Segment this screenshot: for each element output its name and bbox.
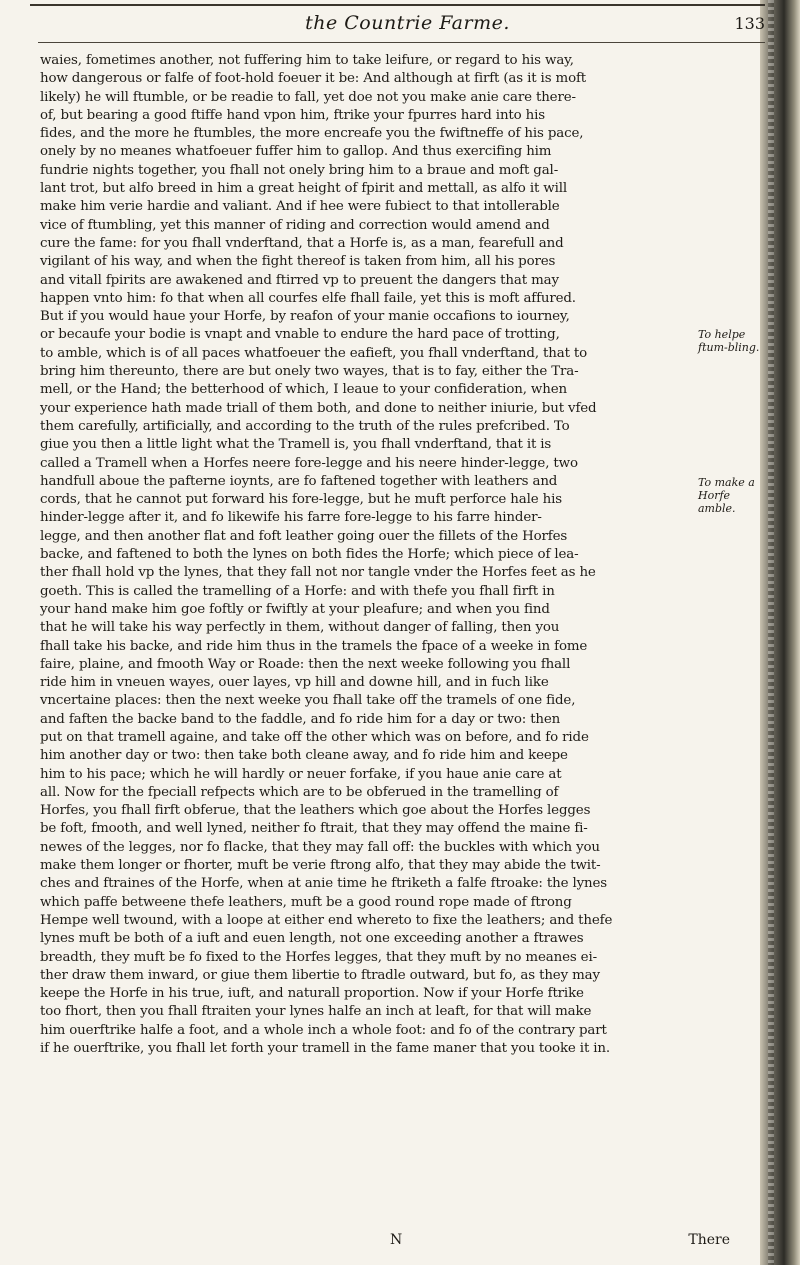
text-line: ther draw them inward, or giue them libertie to ftradle outward, but fo, as they may — [40, 967, 600, 983]
text-line: him to his pace; which he will hardly or neuer forfake, if you haue anie care at — [40, 766, 562, 782]
text-line: put on that tramell againe, and take off the other which was on before, and fo ride — [40, 729, 589, 745]
text-line: be foft, fmooth, and well lyned, neither fo ftrait, that they may offend the maine fi- — [40, 821, 588, 837]
catchword: There — [688, 1232, 730, 1248]
text-line: fundrie nights together, you fhall not onely bring him to a braue and moft gal- — [40, 162, 559, 178]
text-line: and vitall fpirits are awakened and ftirred vp to preuent the dangers that may — [40, 272, 559, 288]
text-line: keepe the Horfe in his true, iuft, and naturall proportion. Now if your Horfe ftrike — [40, 986, 584, 1002]
page-footer — [40, 1232, 760, 1252]
text-line: legge, and then another flat and foft leather going ouer the fillets of the Horfes — [40, 528, 568, 544]
text-line: him ouerftrike halfe a foot, and a whole inch a whole foot: and fo of the contrary part — [40, 1022, 607, 1038]
text-line: of, but bearing a good ftiffe hand vpon him, ftrike your fpurres hard into his — [40, 107, 545, 123]
text-line: onely by no meanes whatfoeuer fuffer him to gallop. And thus exercifing him — [40, 144, 552, 160]
text-line: waies, fometimes another, not fuffering him to take leifure, or regard to his way, — [40, 53, 574, 68]
running-title: the Countrie Farme. — [305, 12, 510, 34]
text-line: bring him thereunto, there are but onely two wayes, that is to fay, either the Tra- — [40, 364, 579, 380]
text-line: lant trot, but alfo breed in him a great height of fpirit and mettall, as alfo it will — [40, 181, 568, 197]
text-line: or becaufe your bodie is vnapt and vnable to endure the hard pace of trotting, — [40, 327, 560, 343]
text-line: that he will take his way perfectly in them, without danger of falling, then you — [40, 620, 560, 636]
text-line: backe, and faftened to both the lynes on both fides the Horfe; which piece of lea- — [40, 547, 579, 563]
text-line: make them longer or fhorter, muft be verie ftrong alfo, that they may abide the twit- — [40, 858, 601, 874]
text-line: breadth, they muft be fo fixed to the Horfes legges, that they muft by no meanes ei- — [40, 949, 597, 965]
page-number: 133 — [734, 14, 765, 33]
text-line: all. Now for the fpeciall refpects which are to be obferued in the tramelling of — [40, 784, 559, 800]
text-line: fides, and the more he ftumbles, the more encreafe you the fwiftneffe of his pace, — [40, 126, 584, 142]
text-line: your hand make him goe foftly or fwiftly at your pleafure; and when you find — [40, 601, 550, 617]
text-line: mell, or the Hand; the betterhood of which, I leaue to your confideration, when — [40, 382, 567, 398]
text-line: them carefully, artificially, and according to the truth of the rules prefcribed. To — [40, 418, 570, 434]
marginal-note-amble: To make a Horfe amble. — [698, 476, 755, 515]
text-line: hinder-legge after it, and fo likewife his farre fore-legge to his farre hinder- — [40, 510, 542, 526]
text-line: fhall take his backe, and ride him thus in the tramels the fpace of a weeke in fome — [40, 638, 588, 654]
text-line: if he ouerftrike, you fhall let forth your tramell in the fame maner that you tooke it in. — [40, 1041, 610, 1057]
text-line: newes of the legges, nor fo flacke, that they may fall off: the buckles with which you — [40, 839, 600, 855]
text-line: him another day or two: then take both cleane away, and fo ride him and keepe — [40, 748, 568, 764]
text-line: cords, that he cannot put forward his fore-legge, but he muft perforce hale his — [40, 492, 562, 508]
text-line: giue you then a little light what the Tramell is, you fhall vnderftand, that it is — [40, 437, 552, 453]
text-line: ride him in vneuen wayes, ouer layes, vp hill and downe hill, and in fuch like — [40, 675, 549, 691]
text-line: goeth. This is called the tramelling of a Horfe: and with thefe you fhall firft in — [40, 583, 555, 599]
text-line: your experience hath made triall of them both, and done to neither iniurie, but vfed — [40, 400, 597, 416]
text-line: make him verie hardie and valiant. And if hee were fubiect to that intollerable — [40, 199, 560, 215]
text-line: too fhort, then you fhall ftraiten your lynes halfe an inch at leaft, for that will make — [40, 1004, 592, 1020]
text-line: ches and ftraines of the Horfe, when at anie time he ftriketh a falfe ftroake: the lynes — [40, 876, 607, 892]
text-line: But if you would haue your Horfe, by reafon of your manie occafions to iourney, — [40, 309, 570, 325]
text-line: happen vnto him: fo that when all courfes elfe fhall faile, yet this is moft affured. — [40, 290, 576, 306]
book-binding-edge — [760, 0, 800, 1265]
text-line: called a Tramell when a Horfes neere fore-legge and his neere hinder-legge, two — [40, 455, 578, 471]
text-line: vigilant of his way, and when the fight thereof is taken from him, all his pores — [40, 254, 556, 270]
text-line: faire, plaine, and fmooth Way or Roade: then the next weeke following you fhall — [40, 656, 571, 672]
text-line: how dangerous or falfe of foot-hold foeuer it be: And although at firft (as it is moft — [40, 71, 587, 87]
running-head — [50, 12, 765, 40]
marginal-note-stumbling: To helpe ftum-bling. — [698, 328, 760, 354]
text-line: vice of ftumbling, yet this manner of riding and correction would amend and — [40, 217, 550, 233]
text-line: lynes muft be both of a iuft and euen length, not one exceeding another a ftrawes — [40, 931, 584, 947]
text-line: Hempe well twound, with a loope at either end whereto to fixe the leathers; and thefe — [40, 912, 613, 928]
text-line: which paffe betweene thefe leathers, muft be a good round rope made of ftrong — [40, 894, 572, 910]
text-line: vncertaine places: then the next weeke you fhall take off the tramels of one fide, — [40, 693, 576, 709]
text-line: handfull aboue the pafterne ioynts, are fo faftened together with leathers and — [40, 473, 558, 489]
header-rule — [38, 42, 765, 43]
text-line: cure the fame: for you fhall vnderftand, that a Horfe is, as a man, fearefull and — [40, 235, 564, 251]
body-text — [40, 52, 690, 1252]
text-line: ther fhall hold vp the lynes, that they fall not nor tangle vnder the Horfes feet as he — [40, 565, 596, 581]
text-line: and faften the backe band to the faddle, and fo ride him for a day or two: then — [40, 711, 561, 727]
text-line: Horfes, you fhall firft obferue, that the leathers which goe about the Horfes legges — [40, 803, 591, 819]
text-line: to amble, which is of all paces whatfoeuer the eafieft, you fhall vnderftand, that to — [40, 345, 588, 361]
page-top-border — [30, 4, 765, 6]
signature-mark: N — [390, 1232, 403, 1248]
text-line: likely) he will ftumble, or be readie to fall, yet doe not you make anie care there- — [40, 89, 576, 105]
